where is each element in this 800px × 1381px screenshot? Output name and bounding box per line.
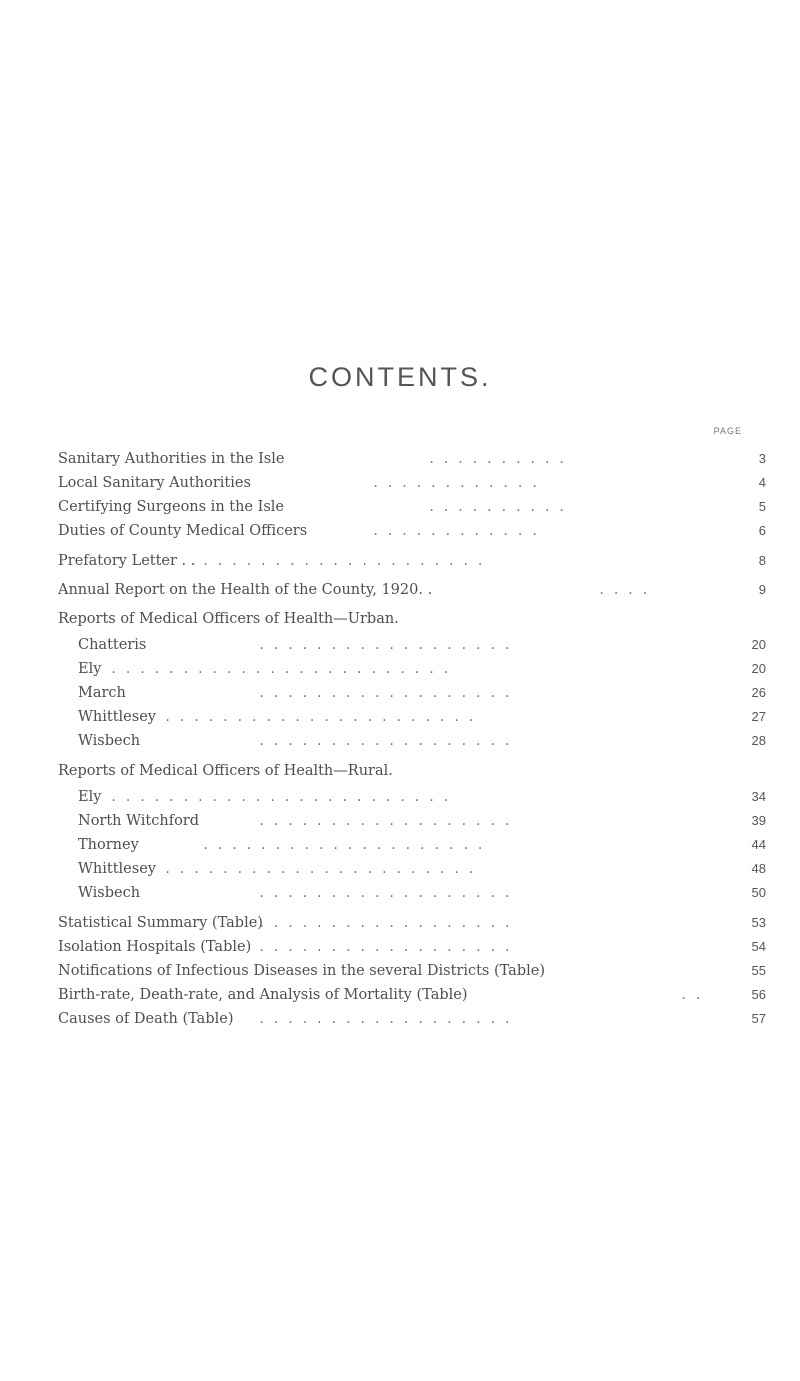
toc-entry-page: 5	[758, 499, 766, 514]
toc-entry-page: 48	[751, 861, 766, 876]
toc-entry-label: Wisbech	[78, 733, 141, 749]
toc-entry	[0, 550, 800, 572]
dot-leaders: . . . . . . . . . .	[428, 500, 566, 514]
toc-entry-page: 44	[751, 837, 766, 852]
toc-entry	[0, 730, 800, 752]
toc-entry-page: 39	[751, 813, 766, 828]
page-title: CONTENTS.	[308, 362, 492, 392]
section-heading-label: Reports of Medical Officers of Health—Urban.	[58, 611, 399, 627]
dot-leaders: . . . . . . . . . . . . . . . . . .	[258, 940, 511, 954]
toc-entry-label: Ely	[78, 789, 102, 805]
toc-entry	[0, 682, 800, 704]
dot-leaders: . .	[680, 988, 702, 1002]
toc-entry-page: 8	[758, 553, 766, 568]
toc-entry	[0, 960, 800, 982]
toc-entry	[0, 858, 800, 880]
dot-leaders: . . . . . . . . . . . . . . . . . . . .	[202, 838, 484, 852]
dot-leaders: . . . . . . . . . . . . . . . . . . . . . .	[164, 710, 475, 724]
section-heading	[0, 760, 800, 782]
toc-entry-page: 4	[758, 475, 766, 490]
dot-leaders: . . . . . . . . . . . . . . . . . .	[258, 686, 511, 700]
toc-entry-page: 6	[758, 523, 766, 538]
toc-entry	[0, 706, 800, 728]
toc-entry-label: Thorney	[78, 837, 139, 853]
toc-entry-label: Annual Report on the Health of the County, 1920. .	[58, 582, 433, 598]
toc-entry-label: Isolation Hospitals (Table)	[58, 939, 252, 955]
dot-leaders: . . . . . . . . . . . . . . . . . .	[258, 734, 511, 748]
toc-entry-label: Duties of County Medical Officers	[58, 523, 308, 539]
toc-entry	[0, 984, 800, 1006]
toc-entry	[0, 658, 800, 680]
toc-entry-label: Birth-rate, Death-rate, and Analysis of Mortality (Table)	[58, 987, 468, 1003]
toc-entry	[0, 448, 800, 470]
page-column-label: PAGE	[713, 426, 742, 436]
dot-leaders: . . . .	[598, 583, 649, 597]
toc-entry-page: 53	[751, 915, 766, 930]
toc-entry-label: Local Sanitary Authorities	[58, 475, 251, 491]
dot-leaders: . . . . . . . . . . . . . . . . . .	[258, 814, 511, 828]
dot-leaders: . . . . . . . . . . . . . . . . . . . .	[202, 554, 484, 568]
dot-leaders: . . . . . . . . . . . . . . . . . .	[258, 638, 511, 652]
dot-leaders: . . . . . . . . . . . . . . . . . . . . . .	[164, 862, 475, 876]
section-heading-label: Reports of Medical Officers of Health—Rural.	[58, 763, 393, 779]
toc-entry-page: 56	[751, 987, 766, 1002]
dot-leaders: . . . . . . . . . . . . . . . . . .	[258, 1012, 511, 1026]
toc-entry-page: 50	[751, 885, 766, 900]
toc-entry-label: Whittlesey	[78, 861, 156, 877]
toc-entry-page: 26	[751, 685, 766, 700]
toc-entry-page: 54	[751, 939, 766, 954]
toc-entry-label: North Witchford	[78, 813, 200, 829]
toc-entry	[0, 1008, 800, 1030]
toc-entry	[0, 912, 800, 934]
dot-leaders: . . . . . . . . . . . . . . . . . .	[258, 916, 511, 930]
toc-entry	[0, 634, 800, 656]
toc-entry	[0, 786, 800, 808]
toc-entry-label: Statistical Summary (Table)	[58, 915, 263, 931]
toc-entry-page: 27	[751, 709, 766, 724]
toc-entry	[0, 579, 800, 601]
dot-leaders: . . . . . . . . . . . . . . . . . . . . . . . .	[110, 662, 450, 676]
toc-entry	[0, 810, 800, 832]
dot-leaders: . . . . . . . . . . . . . . . . . . . . . . . .	[110, 790, 450, 804]
dot-leaders: . . . . . . . . . . . .	[372, 476, 539, 490]
toc-entry-page: 55	[751, 963, 766, 978]
toc-entry-label: Certifying Surgeons in the Isle	[58, 499, 285, 515]
toc-entry	[0, 882, 800, 904]
toc-entry-page: 9	[758, 582, 766, 597]
toc-entry-page: 34	[751, 789, 766, 804]
toc-entry-label: Wisbech	[78, 885, 141, 901]
section-heading	[0, 608, 800, 630]
toc-entry	[0, 936, 800, 958]
toc-entry-label: Prefatory Letter . .	[58, 553, 196, 569]
toc-entry-label: Causes of Death (Table)	[58, 1011, 234, 1027]
toc-entry	[0, 520, 800, 542]
dot-leaders: . . . . . . . . . .	[428, 452, 566, 466]
toc-entry	[0, 834, 800, 856]
toc-entry-page: 28	[751, 733, 766, 748]
toc-entry-label: Notifications of Infectious Diseases in the several Districts (Table)	[58, 963, 545, 979]
toc-entry	[0, 472, 800, 494]
toc-entry-label: Sanitary Authorities in the Isle	[58, 451, 285, 467]
dot-leaders: . . . . . . . . . . . .	[372, 524, 539, 538]
toc-entry-page: 20	[751, 661, 766, 676]
toc-entry-page: 57	[751, 1011, 766, 1026]
toc-entry-label: Ely	[78, 661, 102, 677]
toc-entry-label: March	[78, 685, 126, 701]
dot-leaders: . . . . . . . . . . . . . . . . . .	[258, 886, 511, 900]
toc-entry	[0, 496, 800, 518]
toc-entry-label: Whittlesey	[78, 709, 156, 725]
toc-entry-page: 3	[758, 451, 766, 466]
toc-entry-label: Chatteris	[78, 637, 147, 653]
toc-entry-page: 20	[751, 637, 766, 652]
